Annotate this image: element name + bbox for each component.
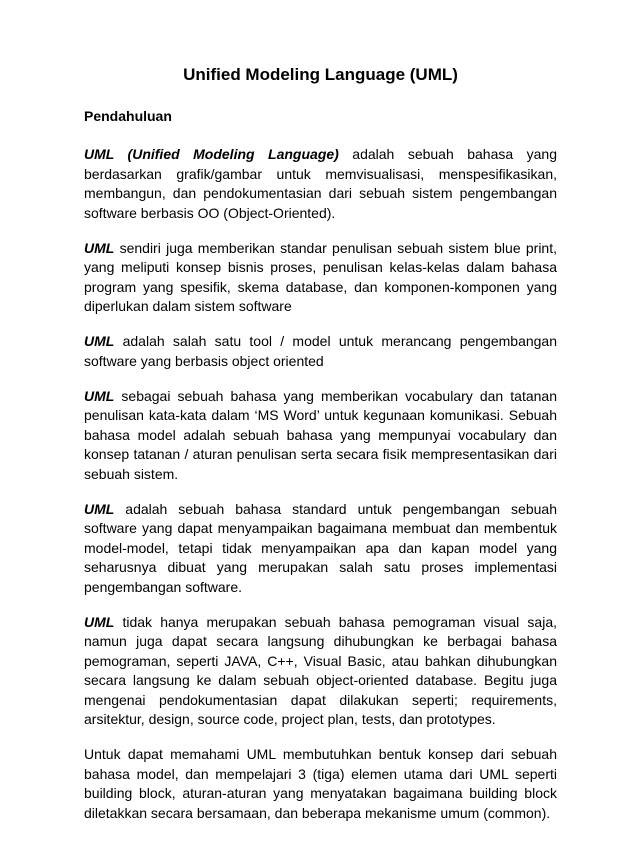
paragraph-text: sendiri juga memberikan standar penulisan sebuah sistem blue print, yang meliputi konsep bisnis proses, penulisan kelas-kelas dalam bahasa program yang spesifik, skema database, dan komponen-komponen yang diperlukan dalam sistem software — [84, 239, 557, 314]
paragraph-lead: UML — [84, 239, 115, 256]
paragraph-3 — [84, 332, 557, 371]
paragraph-lead: UML — [84, 333, 115, 349]
paragraph-text: adalah salah satu tool / model untuk merancang pengembangan software yang berbasis object oriented — [84, 333, 557, 369]
paragraph-1 — [84, 145, 557, 223]
paragraph-lead: UML — [84, 500, 115, 517]
paragraph-lead: UML — [84, 387, 115, 404]
document-title: Unified Modeling Language (UML) — [183, 65, 458, 84]
paragraph-2 — [84, 239, 557, 317]
document-page — [84, 64, 557, 839]
paragraph-text: Untuk dapat memahami UML membutuhkan bentuk konsep dari sebuah bahasa model, dan mempelajari 3 (tiga) elemen utama dari UML seperti building block, aturan-aturan yang menyatakan bagaimana building block diletakkan secara bersamaan, dan beberapa mekanisme umum (common). — [84, 746, 557, 821]
paragraph-text: tidak hanya merupakan sebuah bahasa pemograman visual saja, namun juga dapat secara langsung dihubungkan ke berbagai bahasa pemograman, seperti JAVA, C++, Visual Basic, atau bahkan dihubungkan secara langsung ke dalam sebuah object-oriented database. Begitu juga mengenai pendokumentasian dapat dilakukan seperti; requirements, arsitektur, design, source code, project plan, tests, dan prototypes. — [84, 613, 557, 727]
section-heading: Pendahuluan — [84, 108, 172, 124]
paragraph-text: adalah sebuah bahasa yang berdasarkan grafik/gambar untuk memvisualisasi, menspesifikasikan, membangun, dan pendokumentasian dari sebuah sistem pengembangan software berbasis OO (Object-Oriented). — [84, 146, 557, 221]
paragraph-7 — [84, 745, 557, 823]
paragraph-text: sebagai sebuah bahasa yang memberikan vocabulary dan tatanan penulisan kata-kata dalam ‘MS Word’ untuk kegunaan komunikasi. Sebuah bahasa model adalah sebuah bahasa yang mempunyai vocabulary dan konsep tatanan / aturan penulisan serta secara fisik mempresentasikan dari sebuah sistem. — [84, 387, 557, 482]
paragraph-5 — [84, 500, 557, 598]
paragraph-lead: UML — [84, 613, 115, 630]
paragraph-4 — [84, 387, 557, 485]
paragraph-lead: UML (Unified Modeling Language) — [84, 146, 339, 162]
paragraph-6 — [84, 613, 557, 730]
paragraph-text: adalah sebuah bahasa standard untuk pengembangan sebuah software yang dapat menyampaikan bagaimana membuat dan membentuk model-model, tetapi tidak menyampaikan apa dan kapan model yang seharusnya dibuat yang merupakan salah satu proses implementasi pengembangan software. — [84, 500, 557, 595]
